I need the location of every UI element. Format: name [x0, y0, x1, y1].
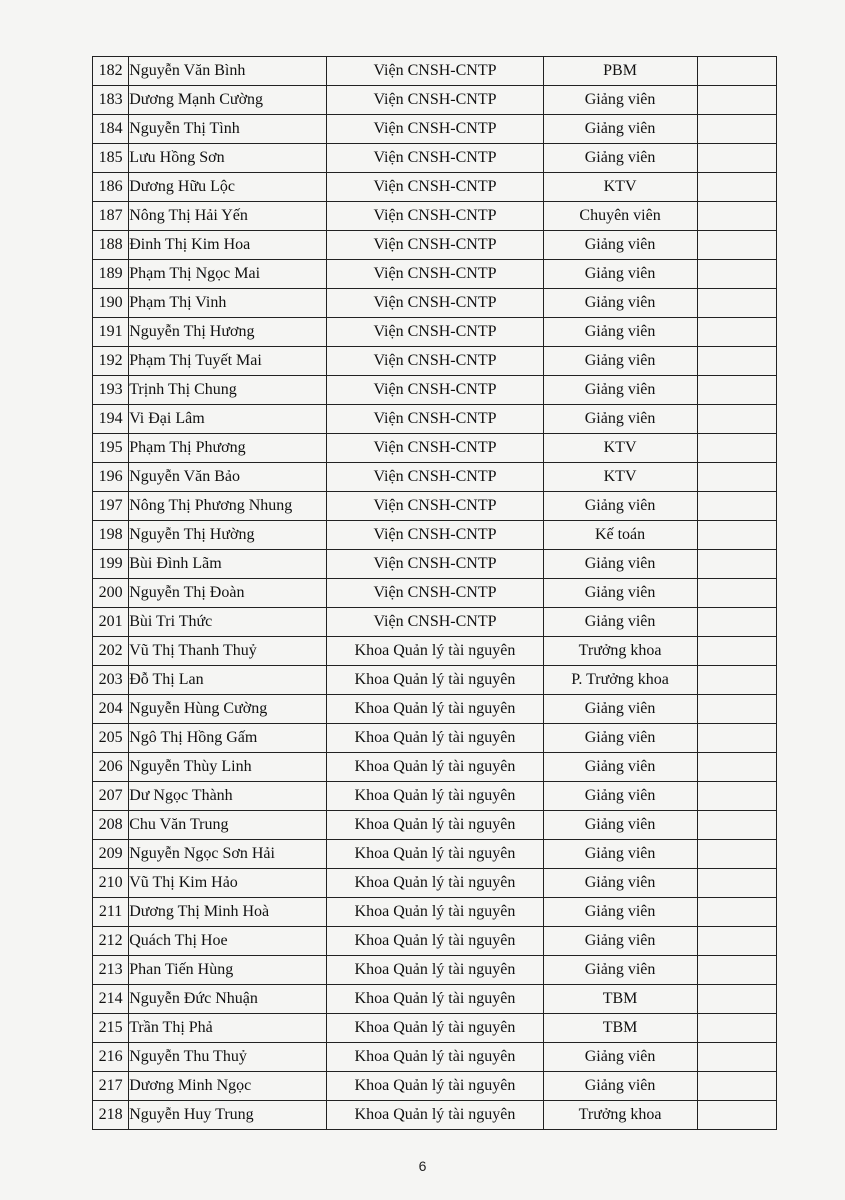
row-number: 216: [93, 1043, 129, 1072]
table-row: [93, 724, 777, 753]
row-number: 187: [93, 202, 129, 231]
staff-unit: Khoa Quản lý tài nguyên: [327, 869, 543, 898]
staff-role: Giảng viên: [543, 492, 697, 521]
staff-role: TBM: [543, 1014, 697, 1043]
table-row: [93, 463, 777, 492]
table-row: [93, 666, 777, 695]
staff-name: Chu Văn Trung: [129, 811, 327, 840]
note-cell: [697, 434, 777, 463]
row-number: 188: [93, 231, 129, 260]
staff-role: Giảng viên: [543, 724, 697, 753]
note-cell: [697, 231, 777, 260]
staff-name: Nguyễn Thùy Linh: [129, 753, 327, 782]
staff-role: PBM: [543, 57, 697, 86]
row-number: 206: [93, 753, 129, 782]
staff-unit: Khoa Quản lý tài nguyên: [327, 753, 543, 782]
staff-unit: Viện CNSH-CNTP: [327, 115, 543, 144]
staff-name: Nguyễn Thị Hương: [129, 318, 327, 347]
row-number: 199: [93, 550, 129, 579]
staff-role: Giảng viên: [543, 782, 697, 811]
staff-unit: Viện CNSH-CNTP: [327, 202, 543, 231]
note-cell: [697, 579, 777, 608]
row-number: 186: [93, 173, 129, 202]
note-cell: [697, 521, 777, 550]
table-row: [93, 927, 777, 956]
staff-role: Giảng viên: [543, 260, 697, 289]
note-cell: [697, 202, 777, 231]
row-number: 213: [93, 956, 129, 985]
staff-role: Giảng viên: [543, 347, 697, 376]
table-row: [93, 144, 777, 173]
staff-unit: Viện CNSH-CNTP: [327, 289, 543, 318]
staff-role: TBM: [543, 985, 697, 1014]
staff-name: Nguyễn Thị Hường: [129, 521, 327, 550]
staff-name: Dương Minh Ngọc: [129, 1072, 327, 1101]
staff-unit: Viện CNSH-CNTP: [327, 57, 543, 86]
row-number: 211: [93, 898, 129, 927]
table-row: [93, 579, 777, 608]
note-cell: [697, 927, 777, 956]
table-row: [93, 898, 777, 927]
table-row: [93, 173, 777, 202]
row-number: 215: [93, 1014, 129, 1043]
staff-unit: Viện CNSH-CNTP: [327, 260, 543, 289]
note-cell: [697, 898, 777, 927]
staff-unit: Viện CNSH-CNTP: [327, 521, 543, 550]
staff-name: Vũ Thị Kim Hảo: [129, 869, 327, 898]
row-number: 182: [93, 57, 129, 86]
note-cell: [697, 956, 777, 985]
staff-unit: Khoa Quản lý tài nguyên: [327, 1043, 543, 1072]
staff-unit: Viện CNSH-CNTP: [327, 405, 543, 434]
staff-unit: Viện CNSH-CNTP: [327, 318, 543, 347]
table-row: [93, 985, 777, 1014]
staff-role: Giảng viên: [543, 86, 697, 115]
staff-name: Dư Ngọc Thành: [129, 782, 327, 811]
staff-unit: Khoa Quản lý tài nguyên: [327, 840, 543, 869]
note-cell: [697, 492, 777, 521]
staff-unit: Khoa Quản lý tài nguyên: [327, 956, 543, 985]
row-number: 205: [93, 724, 129, 753]
staff-unit: Khoa Quản lý tài nguyên: [327, 782, 543, 811]
table-row: [93, 637, 777, 666]
note-cell: [697, 57, 777, 86]
table-row: [93, 86, 777, 115]
note-cell: [697, 376, 777, 405]
staff-unit: Viện CNSH-CNTP: [327, 347, 543, 376]
staff-name: Dương Thị Minh Hoà: [129, 898, 327, 927]
staff-name: Nông Thị Phương Nhung: [129, 492, 327, 521]
table-row: [93, 695, 777, 724]
staff-role: Giảng viên: [543, 753, 697, 782]
row-number: 184: [93, 115, 129, 144]
staff-name: Nguyễn Huy Trung: [129, 1101, 327, 1130]
note-cell: [697, 1014, 777, 1043]
row-number: 204: [93, 695, 129, 724]
table-row: [93, 115, 777, 144]
table-row: [93, 840, 777, 869]
row-number: 210: [93, 869, 129, 898]
table-row: [93, 231, 777, 260]
staff-unit: Viện CNSH-CNTP: [327, 434, 543, 463]
staff-role: KTV: [543, 173, 697, 202]
staff-name: Dương Hữu Lộc: [129, 173, 327, 202]
table-row: [93, 753, 777, 782]
row-number: 191: [93, 318, 129, 347]
row-number: 200: [93, 579, 129, 608]
table-row: [93, 202, 777, 231]
staff-table-body: [93, 57, 777, 1130]
staff-name: Nguyễn Hùng Cường: [129, 695, 327, 724]
note-cell: [697, 1043, 777, 1072]
staff-role: Giảng viên: [543, 115, 697, 144]
staff-unit: Viện CNSH-CNTP: [327, 579, 543, 608]
row-number: 196: [93, 463, 129, 492]
note-cell: [697, 724, 777, 753]
staff-role: Giảng viên: [543, 289, 697, 318]
note-cell: [697, 753, 777, 782]
table-row: [93, 1043, 777, 1072]
staff-name: Trịnh Thị Chung: [129, 376, 327, 405]
row-number: 194: [93, 405, 129, 434]
staff-role: Trưởng khoa: [543, 637, 697, 666]
staff-role: KTV: [543, 463, 697, 492]
staff-role: Giảng viên: [543, 318, 697, 347]
note-cell: [697, 463, 777, 492]
row-number: 217: [93, 1072, 129, 1101]
row-number: 197: [93, 492, 129, 521]
staff-role: Giảng viên: [543, 956, 697, 985]
staff-role: Giảng viên: [543, 898, 697, 927]
staff-name: Nông Thị Hải Yến: [129, 202, 327, 231]
staff-role: P. Trưởng khoa: [543, 666, 697, 695]
note-cell: [697, 811, 777, 840]
note-cell: [697, 869, 777, 898]
table-row: [93, 956, 777, 985]
staff-name: Vi Đại Lâm: [129, 405, 327, 434]
row-number: 203: [93, 666, 129, 695]
staff-unit: Khoa Quản lý tài nguyên: [327, 811, 543, 840]
staff-unit: Viện CNSH-CNTP: [327, 376, 543, 405]
note-cell: [697, 115, 777, 144]
staff-unit: Khoa Quản lý tài nguyên: [327, 724, 543, 753]
staff-unit: Viện CNSH-CNTP: [327, 608, 543, 637]
staff-name: Phạm Thị Vinh: [129, 289, 327, 318]
table-row: [93, 492, 777, 521]
note-cell: [697, 782, 777, 811]
staff-name: Nguyễn Thị Tình: [129, 115, 327, 144]
table-row: [93, 811, 777, 840]
table-row: [93, 347, 777, 376]
note-cell: [697, 550, 777, 579]
staff-name: Đỗ Thị Lan: [129, 666, 327, 695]
row-number: 198: [93, 521, 129, 550]
staff-name: Trần Thị Phả: [129, 1014, 327, 1043]
staff-unit: Khoa Quản lý tài nguyên: [327, 898, 543, 927]
staff-name: Nguyễn Văn Bảo: [129, 463, 327, 492]
table-row: [93, 434, 777, 463]
row-number: 185: [93, 144, 129, 173]
staff-name: Vũ Thị Thanh Thuỷ: [129, 637, 327, 666]
note-cell: [697, 347, 777, 376]
note-cell: [697, 173, 777, 202]
table-row: [93, 869, 777, 898]
row-number: 190: [93, 289, 129, 318]
staff-name: Phạm Thị Phương: [129, 434, 327, 463]
staff-unit: Viện CNSH-CNTP: [327, 173, 543, 202]
table-row: [93, 1101, 777, 1130]
note-cell: [697, 840, 777, 869]
row-number: 195: [93, 434, 129, 463]
staff-name: Bùi Tri Thức: [129, 608, 327, 637]
staff-unit: Viện CNSH-CNTP: [327, 144, 543, 173]
staff-role: Giảng viên: [543, 405, 697, 434]
staff-role: Giảng viên: [543, 695, 697, 724]
row-number: 202: [93, 637, 129, 666]
staff-role: Giảng viên: [543, 869, 697, 898]
staff-name: Nguyễn Ngọc Sơn Hải: [129, 840, 327, 869]
page-number: 6: [418, 1158, 427, 1174]
staff-role: Giảng viên: [543, 550, 697, 579]
staff-role: KTV: [543, 434, 697, 463]
table-row: [93, 1014, 777, 1043]
staff-role: Giảng viên: [543, 144, 697, 173]
row-number: 208: [93, 811, 129, 840]
table-row: [93, 521, 777, 550]
note-cell: [697, 405, 777, 434]
row-number: 192: [93, 347, 129, 376]
staff-unit: Khoa Quản lý tài nguyên: [327, 1072, 543, 1101]
row-number: 214: [93, 985, 129, 1014]
staff-name: Phạm Thị Tuyết Mai: [129, 347, 327, 376]
table-row: [93, 608, 777, 637]
table-row: [93, 405, 777, 434]
note-cell: [697, 1072, 777, 1101]
note-cell: [697, 144, 777, 173]
staff-role: Trưởng khoa: [543, 1101, 697, 1130]
staff-role: Giảng viên: [543, 840, 697, 869]
table-row: [93, 318, 777, 347]
staff-name: Nguyễn Thu Thuỷ: [129, 1043, 327, 1072]
staff-name: Nguyễn Thị Đoàn: [129, 579, 327, 608]
staff-role: Giảng viên: [543, 1043, 697, 1072]
staff-unit: Khoa Quản lý tài nguyên: [327, 637, 543, 666]
staff-name: Bùi Đình Lãm: [129, 550, 327, 579]
table-row: [93, 289, 777, 318]
table-row: [93, 1072, 777, 1101]
staff-name: Đinh Thị Kim Hoa: [129, 231, 327, 260]
staff-name: Ngô Thị Hồng Gấm: [129, 724, 327, 753]
note-cell: [697, 666, 777, 695]
staff-role: Kế toán: [543, 521, 697, 550]
table-row: [93, 782, 777, 811]
note-cell: [697, 985, 777, 1014]
row-number: 212: [93, 927, 129, 956]
staff-unit: Khoa Quản lý tài nguyên: [327, 985, 543, 1014]
staff-unit: Viện CNSH-CNTP: [327, 463, 543, 492]
staff-unit: Khoa Quản lý tài nguyên: [327, 666, 543, 695]
table-row: [93, 376, 777, 405]
note-cell: [697, 260, 777, 289]
staff-role: Giảng viên: [543, 608, 697, 637]
staff-unit: Khoa Quản lý tài nguyên: [327, 927, 543, 956]
staff-table: [92, 56, 777, 1130]
staff-unit: Khoa Quản lý tài nguyên: [327, 1101, 543, 1130]
note-cell: [697, 608, 777, 637]
staff-unit: Khoa Quản lý tài nguyên: [327, 695, 543, 724]
note-cell: [697, 1101, 777, 1130]
row-number: 193: [93, 376, 129, 405]
note-cell: [697, 637, 777, 666]
row-number: 183: [93, 86, 129, 115]
staff-role: Giảng viên: [543, 579, 697, 608]
staff-name: Phan Tiến Hùng: [129, 956, 327, 985]
staff-name: Lưu Hồng Sơn: [129, 144, 327, 173]
table-row: [93, 260, 777, 289]
staff-unit: Viện CNSH-CNTP: [327, 86, 543, 115]
staff-unit: Viện CNSH-CNTP: [327, 492, 543, 521]
note-cell: [697, 318, 777, 347]
staff-unit: Viện CNSH-CNTP: [327, 550, 543, 579]
staff-name: Quách Thị Hoe: [129, 927, 327, 956]
staff-role: Chuyên viên: [543, 202, 697, 231]
row-number: 209: [93, 840, 129, 869]
row-number: 189: [93, 260, 129, 289]
table-row: [93, 57, 777, 86]
staff-name: Phạm Thị Ngọc Mai: [129, 260, 327, 289]
staff-role: Giảng viên: [543, 231, 697, 260]
staff-name: Dương Mạnh Cường: [129, 86, 327, 115]
note-cell: [697, 695, 777, 724]
row-number: 207: [93, 782, 129, 811]
note-cell: [697, 86, 777, 115]
staff-role: Giảng viên: [543, 811, 697, 840]
staff-unit: Khoa Quản lý tài nguyên: [327, 1014, 543, 1043]
row-number: 201: [93, 608, 129, 637]
row-number: 218: [93, 1101, 129, 1130]
staff-role: Giảng viên: [543, 1072, 697, 1101]
staff-unit: Viện CNSH-CNTP: [327, 231, 543, 260]
staff-role: Giảng viên: [543, 376, 697, 405]
note-cell: [697, 289, 777, 318]
staff-role: Giảng viên: [543, 927, 697, 956]
staff-name: Nguyễn Đức Nhuận: [129, 985, 327, 1014]
table-row: [93, 550, 777, 579]
staff-name: Nguyễn Văn Bình: [129, 57, 327, 86]
